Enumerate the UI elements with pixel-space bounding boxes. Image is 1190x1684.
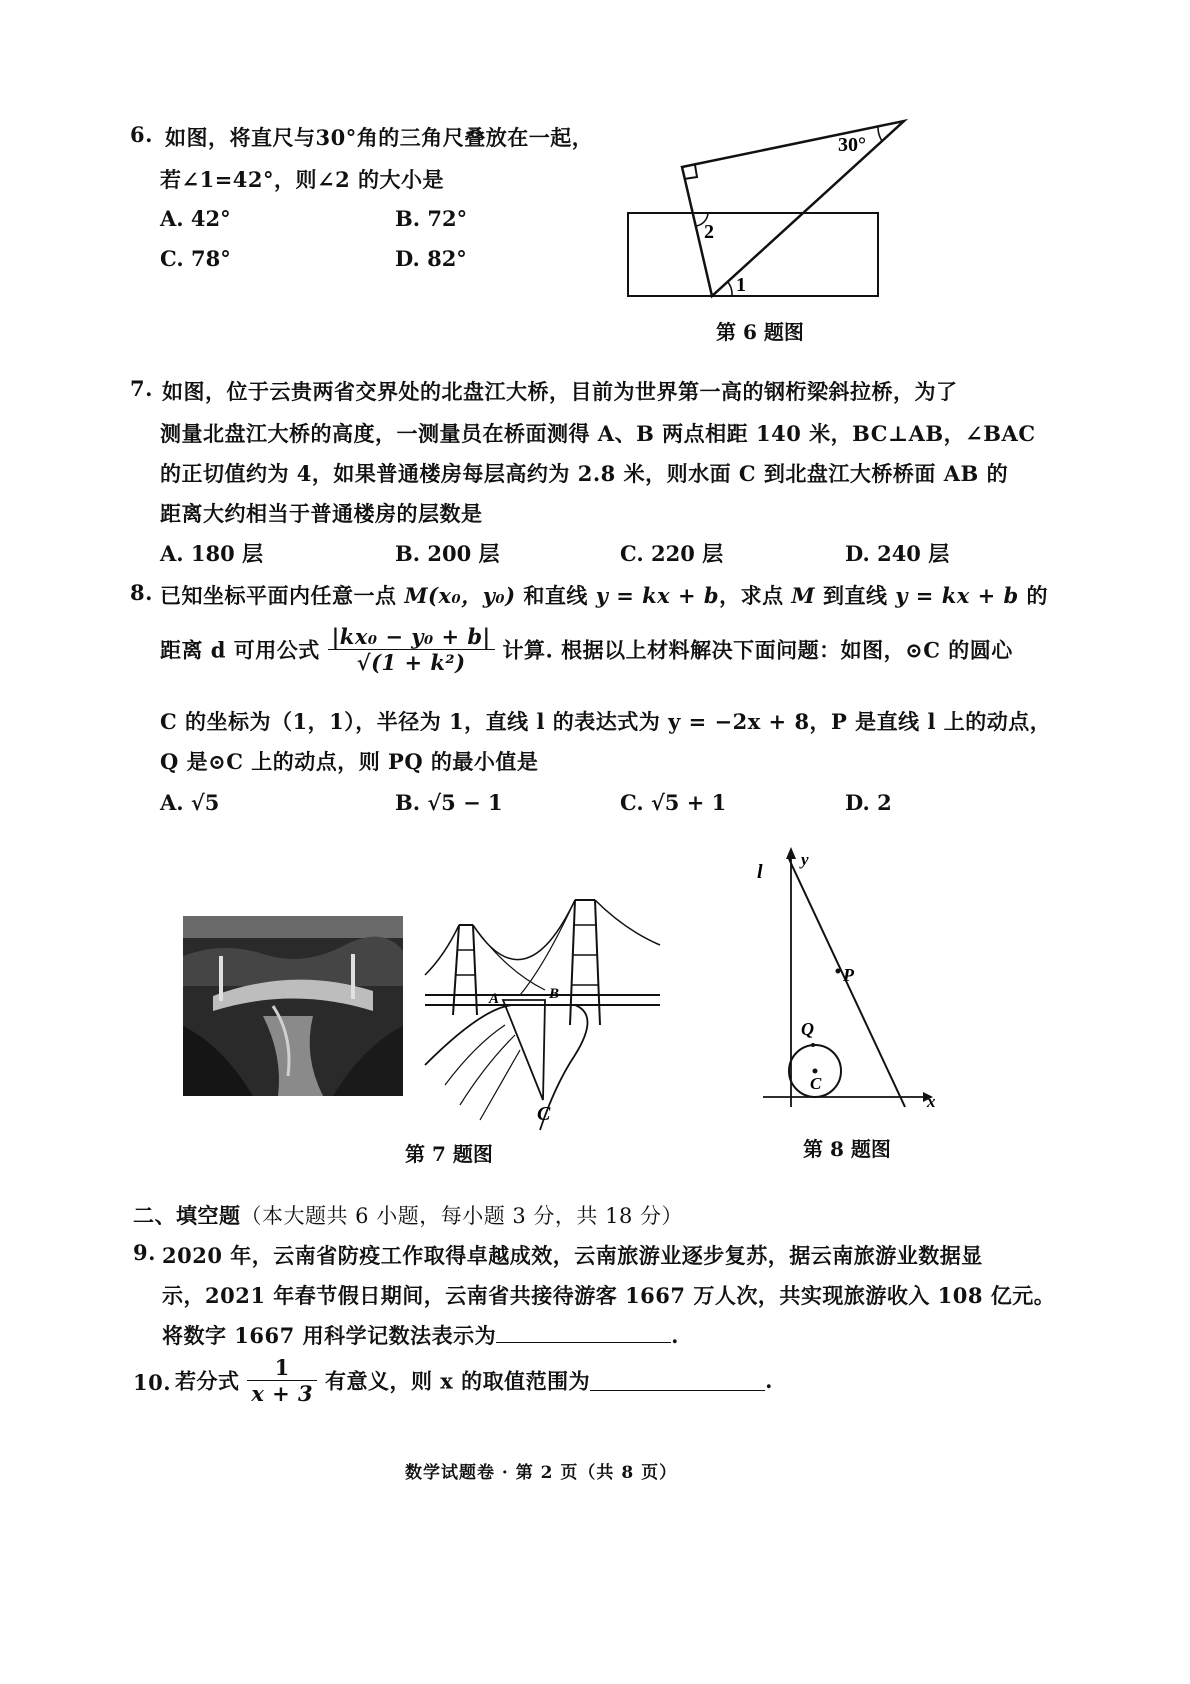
q7-option-c: C. 220 层 — [620, 541, 724, 566]
label-p: P — [843, 965, 854, 985]
point-q — [811, 1043, 815, 1047]
q7-text-line2: 测量北盘江大桥的高度，一测量员在桥面测得 A、B 两点相距 140 米，BC⊥AB，∠BAC — [160, 421, 1036, 446]
q8-figure — [755, 845, 955, 1115]
q10-end: . — [765, 1368, 773, 1393]
q9-end: . — [671, 1323, 679, 1348]
q6-option-b: B. 72° — [395, 206, 468, 231]
q8-text-line2 — [160, 624, 1013, 675]
q8-text-line1 — [160, 580, 1048, 610]
label-l: l — [757, 861, 763, 883]
q8-point-m-2: M — [791, 583, 816, 608]
q8-line1-part-g: 到直线 — [815, 583, 896, 608]
q8-line2-part-b: 计算. 根据以上材料解决下面问题：如图，⊙C 的圆心 — [502, 637, 1013, 663]
q8-point-m: M(x₀，y₀) — [404, 583, 516, 608]
q8-line1-part-a: 已知坐标平面内任意一点 — [160, 583, 405, 608]
q8-line2-part-a: 距离 d 可用公式 — [160, 637, 320, 663]
angle-2-label: 2 — [704, 221, 714, 243]
q9-prompt: 将数字 1667 用科学记数法表示为 — [162, 1323, 497, 1348]
label-b: B — [549, 986, 560, 1002]
angle-1-label: 1 — [736, 274, 746, 296]
label-c-fig8: C — [810, 1074, 822, 1093]
point-p — [836, 969, 841, 974]
q8-line-expr: y = kx + b — [595, 583, 720, 608]
page-footer: 数学试题卷 · 第 2 页（共 8 页） — [405, 1463, 678, 1483]
section-2-heading — [133, 1200, 683, 1230]
q10-text — [175, 1355, 773, 1406]
q9-answer-blank[interactable] — [496, 1322, 671, 1343]
y-axis-arrow — [786, 847, 796, 859]
q8-option-d: D. 2 — [845, 790, 892, 815]
q6-option-a: A. 42° — [160, 206, 231, 231]
q7-text-line3: 的正切值约为 4，如果普通楼房每层高约为 2.8 米，则水面 C 到北盘江大桥桥面 AB 的 — [160, 461, 1009, 486]
q7-text-line4: 距离大约相当于普通楼房的层数是 — [160, 501, 483, 526]
q6-figure-caption: 第 6 题图 — [716, 320, 804, 344]
label-q: Q — [801, 1019, 814, 1039]
q10-answer-blank[interactable] — [590, 1370, 765, 1391]
ruler — [628, 213, 878, 296]
section-2-note: （本大题共 6 小题，每小题 3 分，共 18 分） — [240, 1204, 683, 1228]
q7-option-d: D. 240 层 — [845, 541, 950, 566]
q7-number: 7. — [130, 376, 153, 401]
point-c — [813, 1069, 818, 1074]
q6-option-d: D. 82° — [395, 246, 467, 271]
distance-formula-denominator: √(1 + k²) — [356, 650, 466, 675]
q10-fraction — [247, 1355, 317, 1406]
q8-option-a: A. √5 — [160, 790, 220, 815]
q8-option-c: C. √5 + 1 — [620, 790, 727, 815]
q9-number: 9. — [133, 1240, 156, 1265]
q8-line-expr-2: y = kx + b — [895, 583, 1019, 608]
label-x: x — [927, 1092, 936, 1111]
distance-formula — [328, 624, 495, 675]
q10-fraction-numerator: 1 — [247, 1355, 317, 1381]
q8-figure-caption: 第 8 题图 — [803, 1137, 891, 1161]
q8-line1-part-c: 和直线 — [515, 583, 596, 608]
label-y: y — [801, 850, 809, 869]
set-square — [682, 121, 904, 296]
q9-text-line2: 示，2021 年春节假日期间，云南省共接待游客 1667 万人次，共实现旅游收入 108 亿元。 — [162, 1283, 1056, 1308]
q10-prefix: 若分式 — [175, 1368, 240, 1394]
q7-option-a: A. 180 层 — [160, 541, 264, 566]
q6-text-line2: 若∠1=42°，则∠2 的大小是 — [160, 167, 445, 192]
q8-line1-part-e: ，求点 — [719, 583, 792, 608]
q6-option-c: C. 78° — [160, 246, 231, 271]
section-2-title: 二、填空题 — [133, 1203, 241, 1228]
q6-text-line1: 如图，将直尺与30°角的三角尺叠放在一起， — [165, 125, 594, 150]
q10-suffix: 有意义，则 x 的取值范围为 — [324, 1368, 591, 1394]
bridge-photo — [183, 916, 403, 1096]
angle-30-arc — [878, 126, 882, 141]
q6-number: 6. — [130, 122, 153, 147]
q10-fraction-denominator: x + 3 — [251, 1381, 314, 1406]
q7-option-b: B. 200 层 — [395, 541, 500, 566]
q10-number: 10. — [133, 1370, 172, 1395]
q8-number: 8. — [130, 580, 153, 605]
q9-text-line3 — [162, 1320, 679, 1350]
q7-text-line1: 如图，位于云贵两省交界处的北盘江大桥，目前为世界第一高的钢桁梁斜拉桥，为了 — [162, 379, 958, 404]
q7-figure-caption: 第 7 题图 — [405, 1142, 493, 1166]
label-a: A — [489, 991, 500, 1007]
q9-text-line1: 2020 年，云南省防疫工作取得卓越成效，云南旅游业逐步复苏，据云南旅游业数据显 — [162, 1243, 983, 1268]
angle-30-label: 30° — [838, 134, 866, 156]
label-c: C — [537, 1103, 551, 1125]
triangle-abc — [503, 1000, 545, 1100]
distance-formula-numerator: |kx₀ − y₀ + b| — [328, 624, 495, 650]
bridge-sketch — [425, 895, 660, 1130]
q6-figure — [620, 110, 920, 310]
q8-text-line3: C 的坐标为（1，1），半径为 1，直线 l 的表达式为 y = −2x + 8，P 是直线 l 上的动点， — [160, 709, 1052, 734]
q8-option-b: B. √5 − 1 — [395, 790, 503, 815]
q8-line1-part-i: 的 — [1018, 583, 1048, 608]
q8-text-line4: Q 是⊙C 上的动点，则 PQ 的最小值是 — [160, 749, 539, 774]
